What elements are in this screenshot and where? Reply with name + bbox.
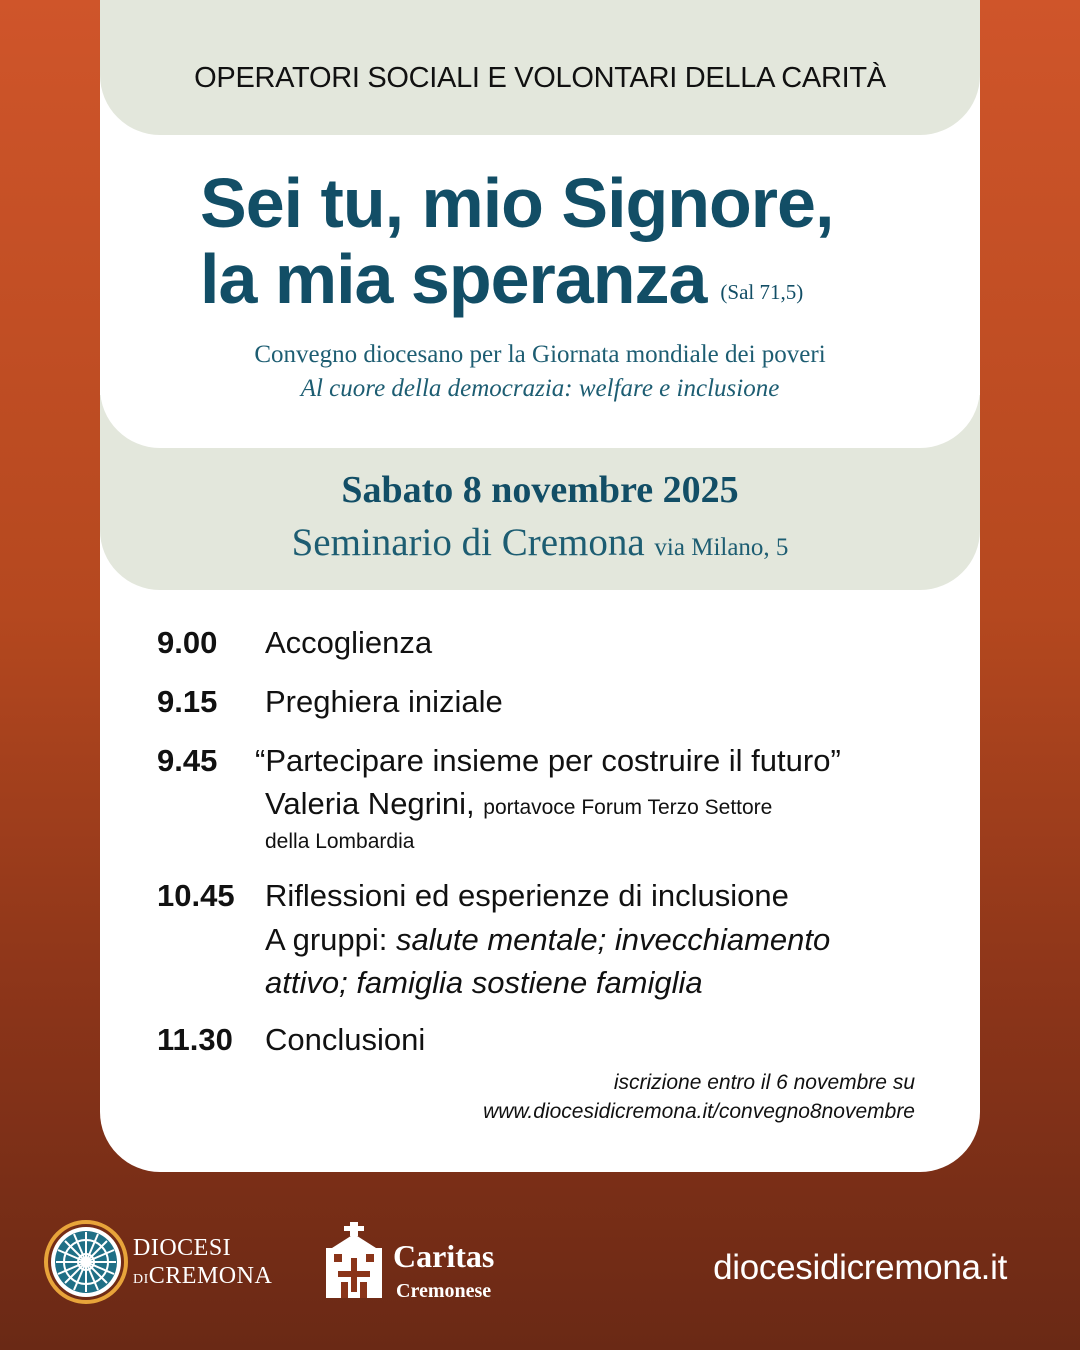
subtitle-line: Convegno diocesano per la Giornata mondiale dei poveri [254, 341, 826, 368]
speaker-role: portavoce Forum Terzo Settore [483, 796, 773, 819]
title-line-2-text: la mia speranza [200, 240, 707, 318]
program-label: Riflessioni ed esperienze di inclusione [265, 878, 789, 913]
audience-kicker: OPERATORI SOCIALI E VOLONTARI DELLA CARITÀ [194, 62, 886, 94]
program-time: 9.00 [157, 625, 218, 660]
caritas-name: Caritas [393, 1238, 495, 1274]
diocese-initial-1: D [133, 1235, 151, 1261]
program-label: Accoglienza [265, 625, 433, 660]
diocese-di: DI [133, 1272, 149, 1287]
event-subtitle [100, 338, 980, 406]
program-time: 10.45 [157, 878, 235, 913]
place-name: Seminario di Cremona [291, 521, 645, 564]
website-link[interactable]: diocesidicremona.it [713, 1248, 1007, 1287]
speaker-name: Valeria Negrini, [265, 786, 475, 821]
diocese-initial-2: C [148, 1263, 166, 1289]
caritas-subtitle: Cremonese [396, 1280, 492, 1302]
event-title [200, 165, 833, 330]
groups-topics: salute mentale; invecchiamento [396, 922, 831, 957]
speaker-line [265, 782, 772, 829]
speaker-role-continued: della Lombardia [265, 830, 415, 853]
diocese-wordmark [133, 1234, 272, 1294]
program-time: 9.15 [157, 684, 218, 719]
groups-line [265, 918, 830, 961]
groups-topics-continued: attivo; famiglia sostiene famiglia [265, 965, 703, 1000]
event-place [100, 520, 980, 565]
diocese-rest-1: IOCESI [150, 1235, 232, 1261]
poster-card [100, 0, 980, 1172]
psalm-reference: (Sal 71,5) [720, 280, 804, 304]
program-label: “Partecipare insieme per costruire il futuro” [255, 743, 841, 778]
registration-deadline: iscrizione entro il 6 novembre su [613, 1071, 915, 1094]
diocese-rosette-icon [44, 1220, 128, 1304]
event-date: Sabato 8 novembre 2025 [341, 469, 739, 511]
diocese-word-1 [133, 1234, 272, 1262]
caritas-church-icon [322, 1220, 386, 1300]
groups-prefix: A gruppi: [265, 922, 388, 957]
subtitle-italic-line: Al cuore della democrazia: welfare e inclusione [300, 375, 780, 402]
registration-url[interactable]: www.diocesidicremona.it/convegno8novembre [483, 1100, 915, 1123]
program-time: 9.45 [157, 743, 218, 778]
registration-note [483, 1068, 915, 1126]
footer [0, 1172, 1080, 1350]
diocese-rest-2: REMONA [165, 1263, 273, 1289]
title-line-2 [200, 241, 833, 330]
diocese-word-2 [133, 1262, 272, 1294]
program-time: 11.30 [157, 1022, 233, 1057]
program-label: Conclusioni [265, 1022, 426, 1057]
place-address: via Milano, 5 [654, 534, 789, 561]
title-line-1: Sei tu, mio Signore, [200, 164, 834, 242]
program-label: Preghiera iniziale [265, 684, 503, 719]
